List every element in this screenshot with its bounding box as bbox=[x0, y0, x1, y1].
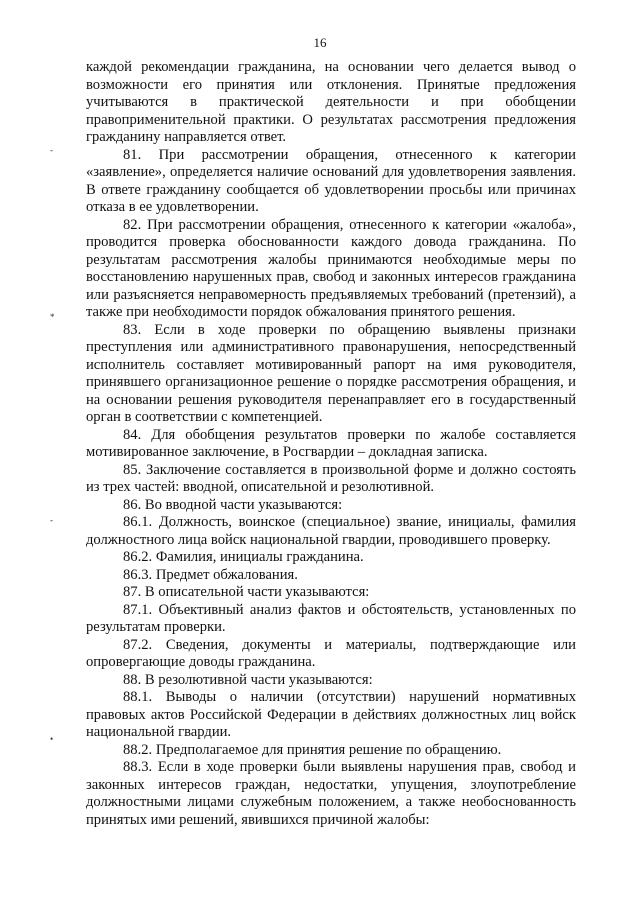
margin-mark-1: - bbox=[50, 145, 53, 155]
paragraph-87-1: 87.1. Объективный анализ фактов и обстоятельств, установленных по результатам проверки. bbox=[86, 601, 576, 635]
paragraph-84: 84. Для обобщения результатов проверки по жалобе составляется мотивированное заключение, в Росгвардии – докладная записка. bbox=[86, 426, 576, 460]
paragraph-87-2: 87.2. Сведения, документы и материалы, подтверждающие или опровергающие доводы гражданина. bbox=[86, 636, 576, 670]
page-number: 16 bbox=[313, 35, 327, 50]
paragraph-88: 88. В резолютивной части указываются: bbox=[123, 671, 373, 688]
paragraph-87: 87. В описательной части указываются: bbox=[123, 584, 370, 600]
paragraph-81: 81. При рассмотрении обращения, отнесенного к категории «заявление», определяется наличие оснований для удовлетворения заявления. В ответе гражданину сообщается об удовлетворении просьбы или причинах отказа в ее удовлетворении. bbox=[86, 146, 576, 215]
paragraph-83: 83. Если в ходе проверки по обращению выявлены признаки преступления или административного правонарушения, непосредственный исполнитель составляет мотивированный рапорт на имя руководителя, принявшего организационное решение о порядке рассмотрения обращения, и на основании решения руководителя перенаправляет его в государственный орган в соответствии с компетенцией. bbox=[86, 321, 576, 425]
paragraph-88-3: 88.3. Если в ходе проверки были выявлены нарушения прав, свобод и законных интересов граждан, недостатки, упущения, злоупотребление должностными лицами служебным положением, а также необоснованность принятых ими решений, явившихся причиной жалобы: bbox=[86, 759, 576, 828]
paragraph-continuation: каждой рекомендации гражданина, на основании чего делается вывод о возможности его принятия или отклонения. Принятые предложения учитываются в практической деятельности и при обобщении правоприменительной практики. О результатах рассмотрения предложения гражданину направляется ответ. bbox=[86, 59, 576, 145]
paragraph-86-2: 86.2. Фамилия, инициалы гражданина. bbox=[123, 549, 364, 565]
paragraph-85: 85. Заключение составляется в произвольной форме и должно состоять из трех частей: вводной, описательной и резолютивной. bbox=[86, 461, 576, 495]
paragraph-82: 82. При рассмотрении обращения, отнесенного к категории «жалоба», проводится проверка обоснованности каждого довода гражданина. По результатам рассмотрения жалобы принимаются необходимые меры по восстановлению нарушенных прав, свобод и законных интересов гражданина или разъясняется неправомерность предъявляемых требований (претензий), а также при необходимости порядок обжалования принятого решения. bbox=[86, 216, 576, 320]
paragraph-86: 86. Во вводной части указываются: bbox=[123, 496, 343, 513]
paragraph-88-2: 88.2. Предполагаемое для принятия решение по обращению. bbox=[123, 741, 502, 758]
margin-mark-4: • bbox=[50, 734, 54, 744]
margin-mark-3: - bbox=[50, 515, 53, 525]
margin-mark-2: * bbox=[50, 312, 55, 322]
paragraph-86-3: 86.3. Предмет обжалования. bbox=[123, 566, 298, 583]
paragraph-88-1: 88.1. Выводы о наличии (отсутствии) нарушений нормативных правовых актов Российской Федерации в действиях должностных лиц войск национальной гвардии. bbox=[86, 689, 576, 740]
paragraph-86-1: 86.1. Должность, воинское (специальное) звание, инициалы, фамилия должностного лица войск национальной гвардии, проводившего проверку. bbox=[86, 514, 576, 548]
document-body bbox=[86, 59, 576, 829]
